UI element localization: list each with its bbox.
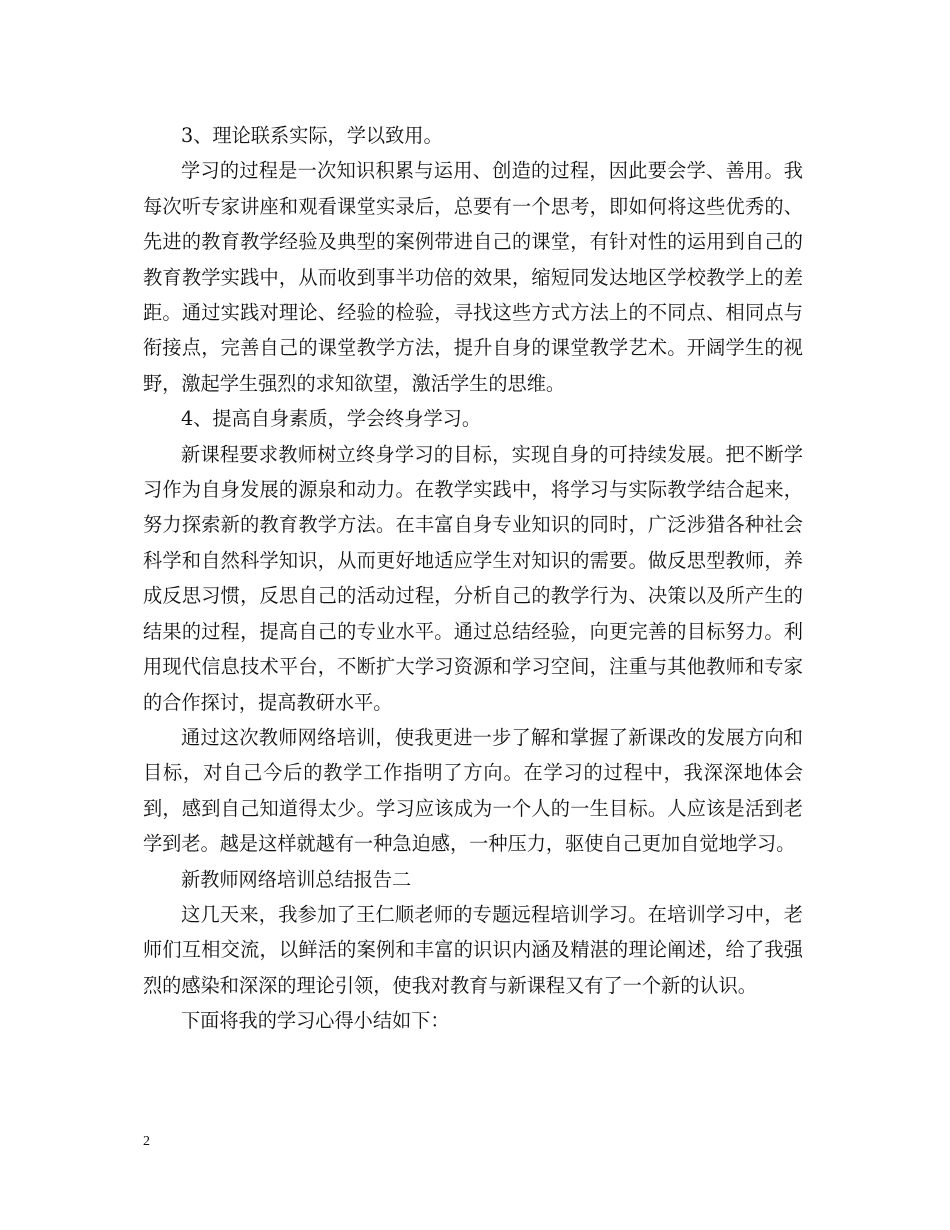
section-heading-3: 3、理论联系实际，学以致用。 [181,124,443,147]
document-body [143,118,803,1039]
paragraph-training-summary: 通过这次教师网络培训，使我更进一步了解和掌握了新课改的发展方向和目标，对自己今后的教学工作指明了方向。在学习的过程中，我深深地体会到，感到自己知道得太少。学习应该成为一个人的一生目标。人应该是活到老学到老。越是这样就越有一种急迫感，一种压力，驱使自己更加自觉地学习。 [143,725,803,856]
paragraph-remote-training: 这几天来，我参加了王仁顺老师的专题远程培训学习。在培训学习中，老师们互相交流，以鲜活的案例和丰富的识识内涵及精湛的理论阐述，给了我强烈的感染和深深的理论引领，使我对教育与新课程又有了一个新的认识。 [143,902,803,997]
paragraph-learning-application: 学习的过程是一次知识积累与运用、创造的过程，因此要会学、善用。我每次听专家讲座和观看课堂实录后，总要有一个思考，即如何将这些优秀的、先进的教育教学经验及典型的案例带进自己的课堂，有针对性的运用到自己的教育教学实践中，从而收到事半功倍的效果，缩短同发达地区学校教学上的差距。通过实践对理论、经验的检验，寻找这些方式方法上的不同点、相同点与衔接点，完善自己的课堂教学方法，提升自身的课堂教学艺术。开阔学生的视野，激起学生强烈的求知欲望，激活学生的思维。 [143,159,803,395]
paragraph-summary-intro: 下面将我的学习心得小结如下： [181,1009,450,1033]
page-number: 2 [143,1134,150,1149]
report-title: 新教师网络培训总结报告二 [181,867,412,891]
paragraph-lifelong-learning: 新课程要求教师树立终身学习的目标，实现自身的可持续发展。把不断学习作为自身发展的源泉和动力。在教学实践中，将学习与实际教学结合起来，努力探索新的教育教学方法。在丰富自身专业知识的同时，广泛涉猎各种社会科学和自然科学知识，从而更好地适应学生对知识的需要。做反思型教师，养成反思习惯，反思自己的活动过程，分析自己的教学行为、决策以及所产生的结果的过程，提高自己的专业水平。通过总结经验，向更完善的目标努力。利用现代信息技术平台，不断扩大学习资源和学习空间，注重与其他教师和专家的合作探讨，提高教研水平。 [143,442,803,714]
section-heading-4: 4、提高自身素质，学会终身学习。 [181,407,482,431]
